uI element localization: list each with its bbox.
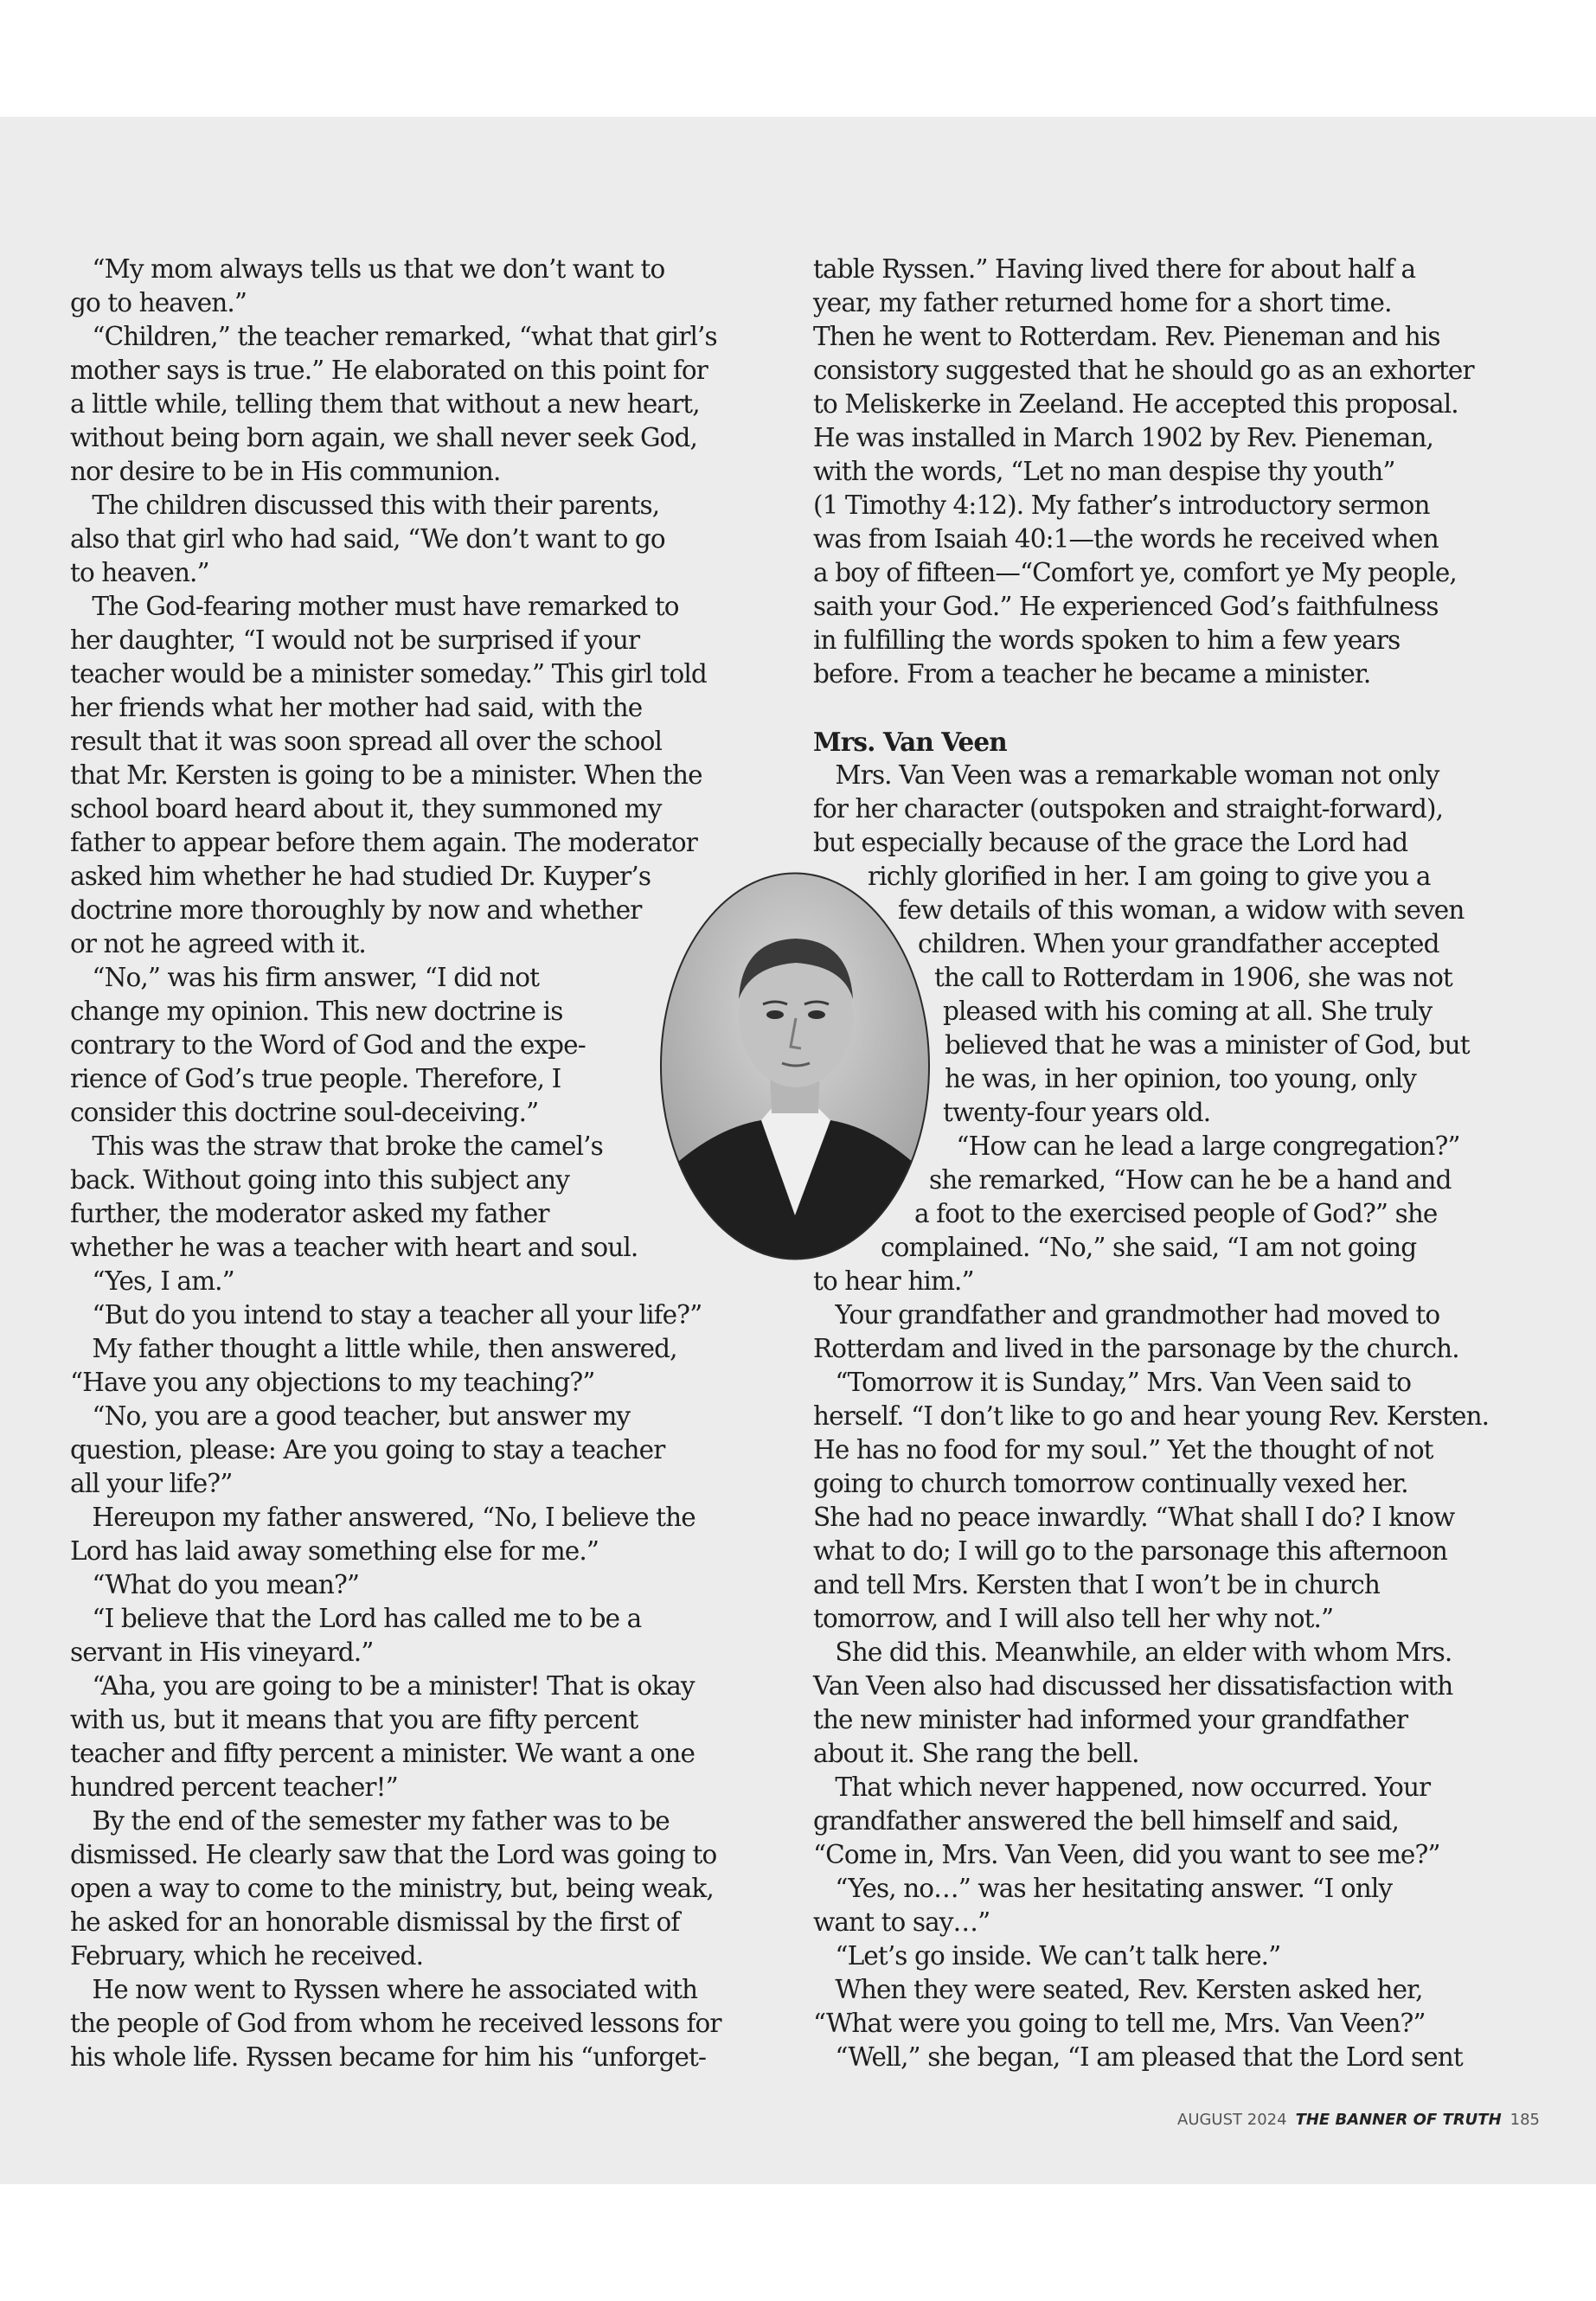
text-line: “Come in, Mrs. Van Veen, did you want to see me?” — [813, 1840, 1440, 1869]
text-line: asked him whether he had studied Dr. Kuyper’s — [70, 862, 651, 891]
text-line: consider this doctrine soul-deceiving.” — [70, 1098, 539, 1127]
text-line: “Let’s go inside. We can’t talk here.” — [813, 1941, 1281, 1971]
text-line: teacher would be a minister someday.” This girl told — [70, 659, 707, 689]
text-line: rience of God’s true people. Therefore, I — [70, 1064, 561, 1093]
text-line: children. When your grandfather accepted — [918, 929, 1439, 958]
text-line: year, my father returned home for a short time. — [813, 288, 1392, 317]
text-line: and tell Mrs. Kersten that I won’t be in church — [813, 1570, 1380, 1599]
text-line: teacher and fifty percent a minister. We want a one — [70, 1739, 695, 1768]
text-line: whether he was a teacher with heart and soul. — [70, 1233, 638, 1262]
text-line: all your life?” — [70, 1469, 233, 1498]
text-line: further, the moderator asked my father — [70, 1199, 549, 1228]
text-line: Lord has laid away something else for me.” — [70, 1536, 599, 1566]
text-line: he asked for an honorable dismissal by the first of — [70, 1907, 680, 1937]
text-line: was from Isaiah 40:1—the words he received when — [813, 524, 1439, 554]
text-line: school board heard about it, they summoned my — [70, 794, 662, 824]
text-line: saith your God.” He experienced God’s faithfulness — [813, 592, 1439, 621]
text-line: or not he agreed with it. — [70, 929, 366, 958]
text-line: Van Veen also had discussed her dissatisfaction with — [813, 1671, 1453, 1701]
text-line: She did this. Meanwhile, an elder with whom Mrs. — [813, 1638, 1452, 1667]
portrait-photo — [657, 869, 933, 1263]
text-line: She had no peace inwardly. “What shall I do? I know — [813, 1503, 1455, 1532]
text-line: before. From a teacher he became a minister. — [813, 659, 1371, 689]
text-line: “What were you going to tell me, Mrs. Van Veen?” — [813, 2009, 1426, 2038]
text-line: My father thought a little while, then answered, — [70, 1334, 677, 1363]
text-line: to Meliskerke in Zeeland. He accepted this proposal. — [813, 389, 1458, 419]
text-line: By the end of the semester my father was to be — [70, 1806, 670, 1836]
text-line: “I believe that the Lord has called me to be a — [70, 1604, 642, 1633]
text-line: want to say…” — [813, 1907, 990, 1937]
text-line: Your grandfather and grandmother had moved to — [813, 1300, 1440, 1330]
text-line: change my opinion. This new doctrine is — [70, 997, 563, 1026]
text-line: “But do you intend to stay a teacher all your life?” — [70, 1300, 702, 1330]
text-line: to hear him.” — [813, 1266, 974, 1296]
text-line: his whole life. Ryssen became for him his “unforget- — [70, 2042, 707, 2072]
text-line: “Children,” the teacher remarked, “what that girl’s — [70, 322, 717, 351]
text-line: “How can he lead a large congregation?” — [934, 1131, 1460, 1161]
text-line: “Tomorrow it is Sunday,” Mrs. Van Veen said to — [813, 1368, 1412, 1397]
right-column-top — [813, 253, 1531, 691]
text-line: going to church tomorrow continually vexed her. — [813, 1469, 1408, 1498]
text-line: a little while, telling them that without a new heart, — [70, 389, 700, 419]
text-line: “Have you any objections to my teaching?” — [70, 1368, 595, 1397]
text-line: with the words, “Let no man despise thy youth” — [813, 457, 1395, 486]
section-heading: Mrs. Van Veen — [813, 727, 1007, 757]
text-line: richly glorified in her. I am going to give you a — [868, 862, 1431, 891]
text-line: hundred percent teacher!” — [70, 1772, 398, 1802]
text-line: the call to Rotterdam in 1906, she was not — [934, 963, 1452, 992]
text-line: Mrs. Van Veen was a remarkable woman not only — [813, 760, 1439, 790]
text-line: “Aha, you are going to be a minister! That is okay — [70, 1671, 695, 1701]
text-line: believed that he was a minister of God, but — [945, 1030, 1470, 1060]
text-line: doctrine more thoroughly by now and whether — [70, 895, 642, 925]
text-line: without being born again, we shall never seek God, — [70, 423, 697, 452]
page-number: 185 — [1509, 2111, 1540, 2129]
text-line: “No, you are a good teacher, but answer my — [70, 1401, 631, 1431]
text-line: back. Without going into this subject any — [70, 1165, 570, 1195]
page-footer — [1125, 2111, 1540, 2129]
text-line: servant in His vineyard.” — [70, 1638, 374, 1667]
magazine-title: THE BANNER OF TRUTH — [1295, 2111, 1502, 2129]
text-line: the people of God from whom he received lessons for — [70, 2009, 721, 2038]
text-line: father to appear before them again. The moderator — [70, 828, 697, 857]
text-line: Hereupon my father answered, “No, I believe the — [70, 1503, 695, 1532]
text-line: complained. “No,” she said, “I am not going — [881, 1233, 1417, 1262]
text-line: table Ryssen.” Having lived there for about half a — [813, 254, 1416, 284]
text-line: “Yes, I am.” — [70, 1266, 234, 1296]
text-line: in fulfilling the words spoken to him a few years — [813, 625, 1401, 655]
text-line: He has no food for my soul.” Yet the thought of not — [813, 1435, 1433, 1465]
text-line: He now went to Ryssen where he associated with — [70, 1975, 698, 2004]
text-line: few details of this woman, a widow with seven — [898, 895, 1465, 925]
text-line: Then he went to Rotterdam. Rev. Pieneman and his — [813, 322, 1440, 351]
text-line: her friends what her mother had said, with the — [70, 693, 643, 722]
text-line: grandfather answered the bell himself and said, — [813, 1806, 1399, 1836]
text-line: result that it was soon spread all over the school — [70, 727, 663, 756]
text-line: what to do; I will go to the parsonage this afternoon — [813, 1536, 1448, 1566]
text-line: about it. She rang the bell. — [813, 1739, 1139, 1768]
text-line: “Yes, no…” was her hesitating answer. “I only — [813, 1874, 1393, 1903]
text-line: This was the straw that broke the camel’s — [70, 1131, 603, 1161]
text-line: open a way to come to the ministry, but, being weak, — [70, 1874, 714, 1903]
text-line: pleased with his coming at all. She truly — [943, 997, 1433, 1026]
text-line: herself. “I don’t like to go and hear young Rev. Kersten. — [813, 1401, 1490, 1431]
issue-date: AUGUST 2024 — [1177, 2111, 1287, 2129]
text-line: but especially because of the grace the Lord had — [813, 828, 1408, 857]
text-line: The children discussed this with their parents, — [70, 490, 660, 520]
text-line: a boy of fifteen—“Comfort ye, comfort ye My people, — [813, 558, 1457, 587]
text-line: nor desire to be in His communion. — [70, 457, 501, 486]
text-line: consistory suggested that he should go as an exhorter — [813, 356, 1474, 385]
text-line: go to heaven.” — [70, 288, 247, 317]
text-line: the new minister had informed your grandfather — [813, 1705, 1408, 1734]
text-line: “No,” was his firm answer, “I did not — [70, 963, 540, 992]
text-line: a foot to the exercised people of God?” she — [914, 1199, 1438, 1228]
text-line: “My mom always tells us that we don’t want to — [70, 254, 665, 284]
text-line: When they were seated, Rev. Kersten asked her, — [813, 1975, 1423, 2004]
text-line: for her character (outspoken and straight-forward), — [813, 794, 1444, 824]
text-line: tomorrow, and I will also tell her why not.” — [813, 1604, 1334, 1633]
text-line: to heaven.” — [70, 558, 209, 587]
text-line: that Mr. Kersten is going to be a minister. When the — [70, 760, 702, 790]
text-line: mother says is true.” He elaborated on this point for — [70, 356, 708, 385]
text-line: contrary to the Word of God and the expe- — [70, 1030, 586, 1060]
text-line: The God-fearing mother must have remarked to — [70, 592, 679, 621]
text-line: he was, in her opinion, too young, only — [945, 1064, 1416, 1093]
text-line: That which never happened, now occurred. Your — [813, 1772, 1431, 1802]
text-line: also that girl who had said, “We don’t want to go — [70, 524, 665, 554]
text-line: Rotterdam and lived in the parsonage by the church. — [813, 1334, 1459, 1363]
text-line: question, please: Are you going to stay a teacher — [70, 1435, 665, 1465]
text-line: with us, but it means that you are fifty percent — [70, 1705, 638, 1734]
text-line: “What do you mean?” — [70, 1570, 360, 1599]
text-line: twenty-four years old. — [943, 1098, 1211, 1127]
text-line: dismissed. He clearly saw that the Lord was going to — [70, 1840, 717, 1869]
text-line: she remarked, “How can he be a hand and — [929, 1165, 1452, 1195]
text-line: her daughter, “I would not be surprised if your — [70, 625, 640, 655]
text-line: (1 Timothy 4:12). My father’s introductory sermon — [813, 490, 1430, 520]
text-line: February, which he received. — [70, 1941, 424, 1971]
text-line: He was installed in March 1902 by Rev. Pieneman, — [813, 423, 1434, 452]
text-line: “Well,” she began, “I am pleased that the Lord sent — [813, 2042, 1463, 2072]
